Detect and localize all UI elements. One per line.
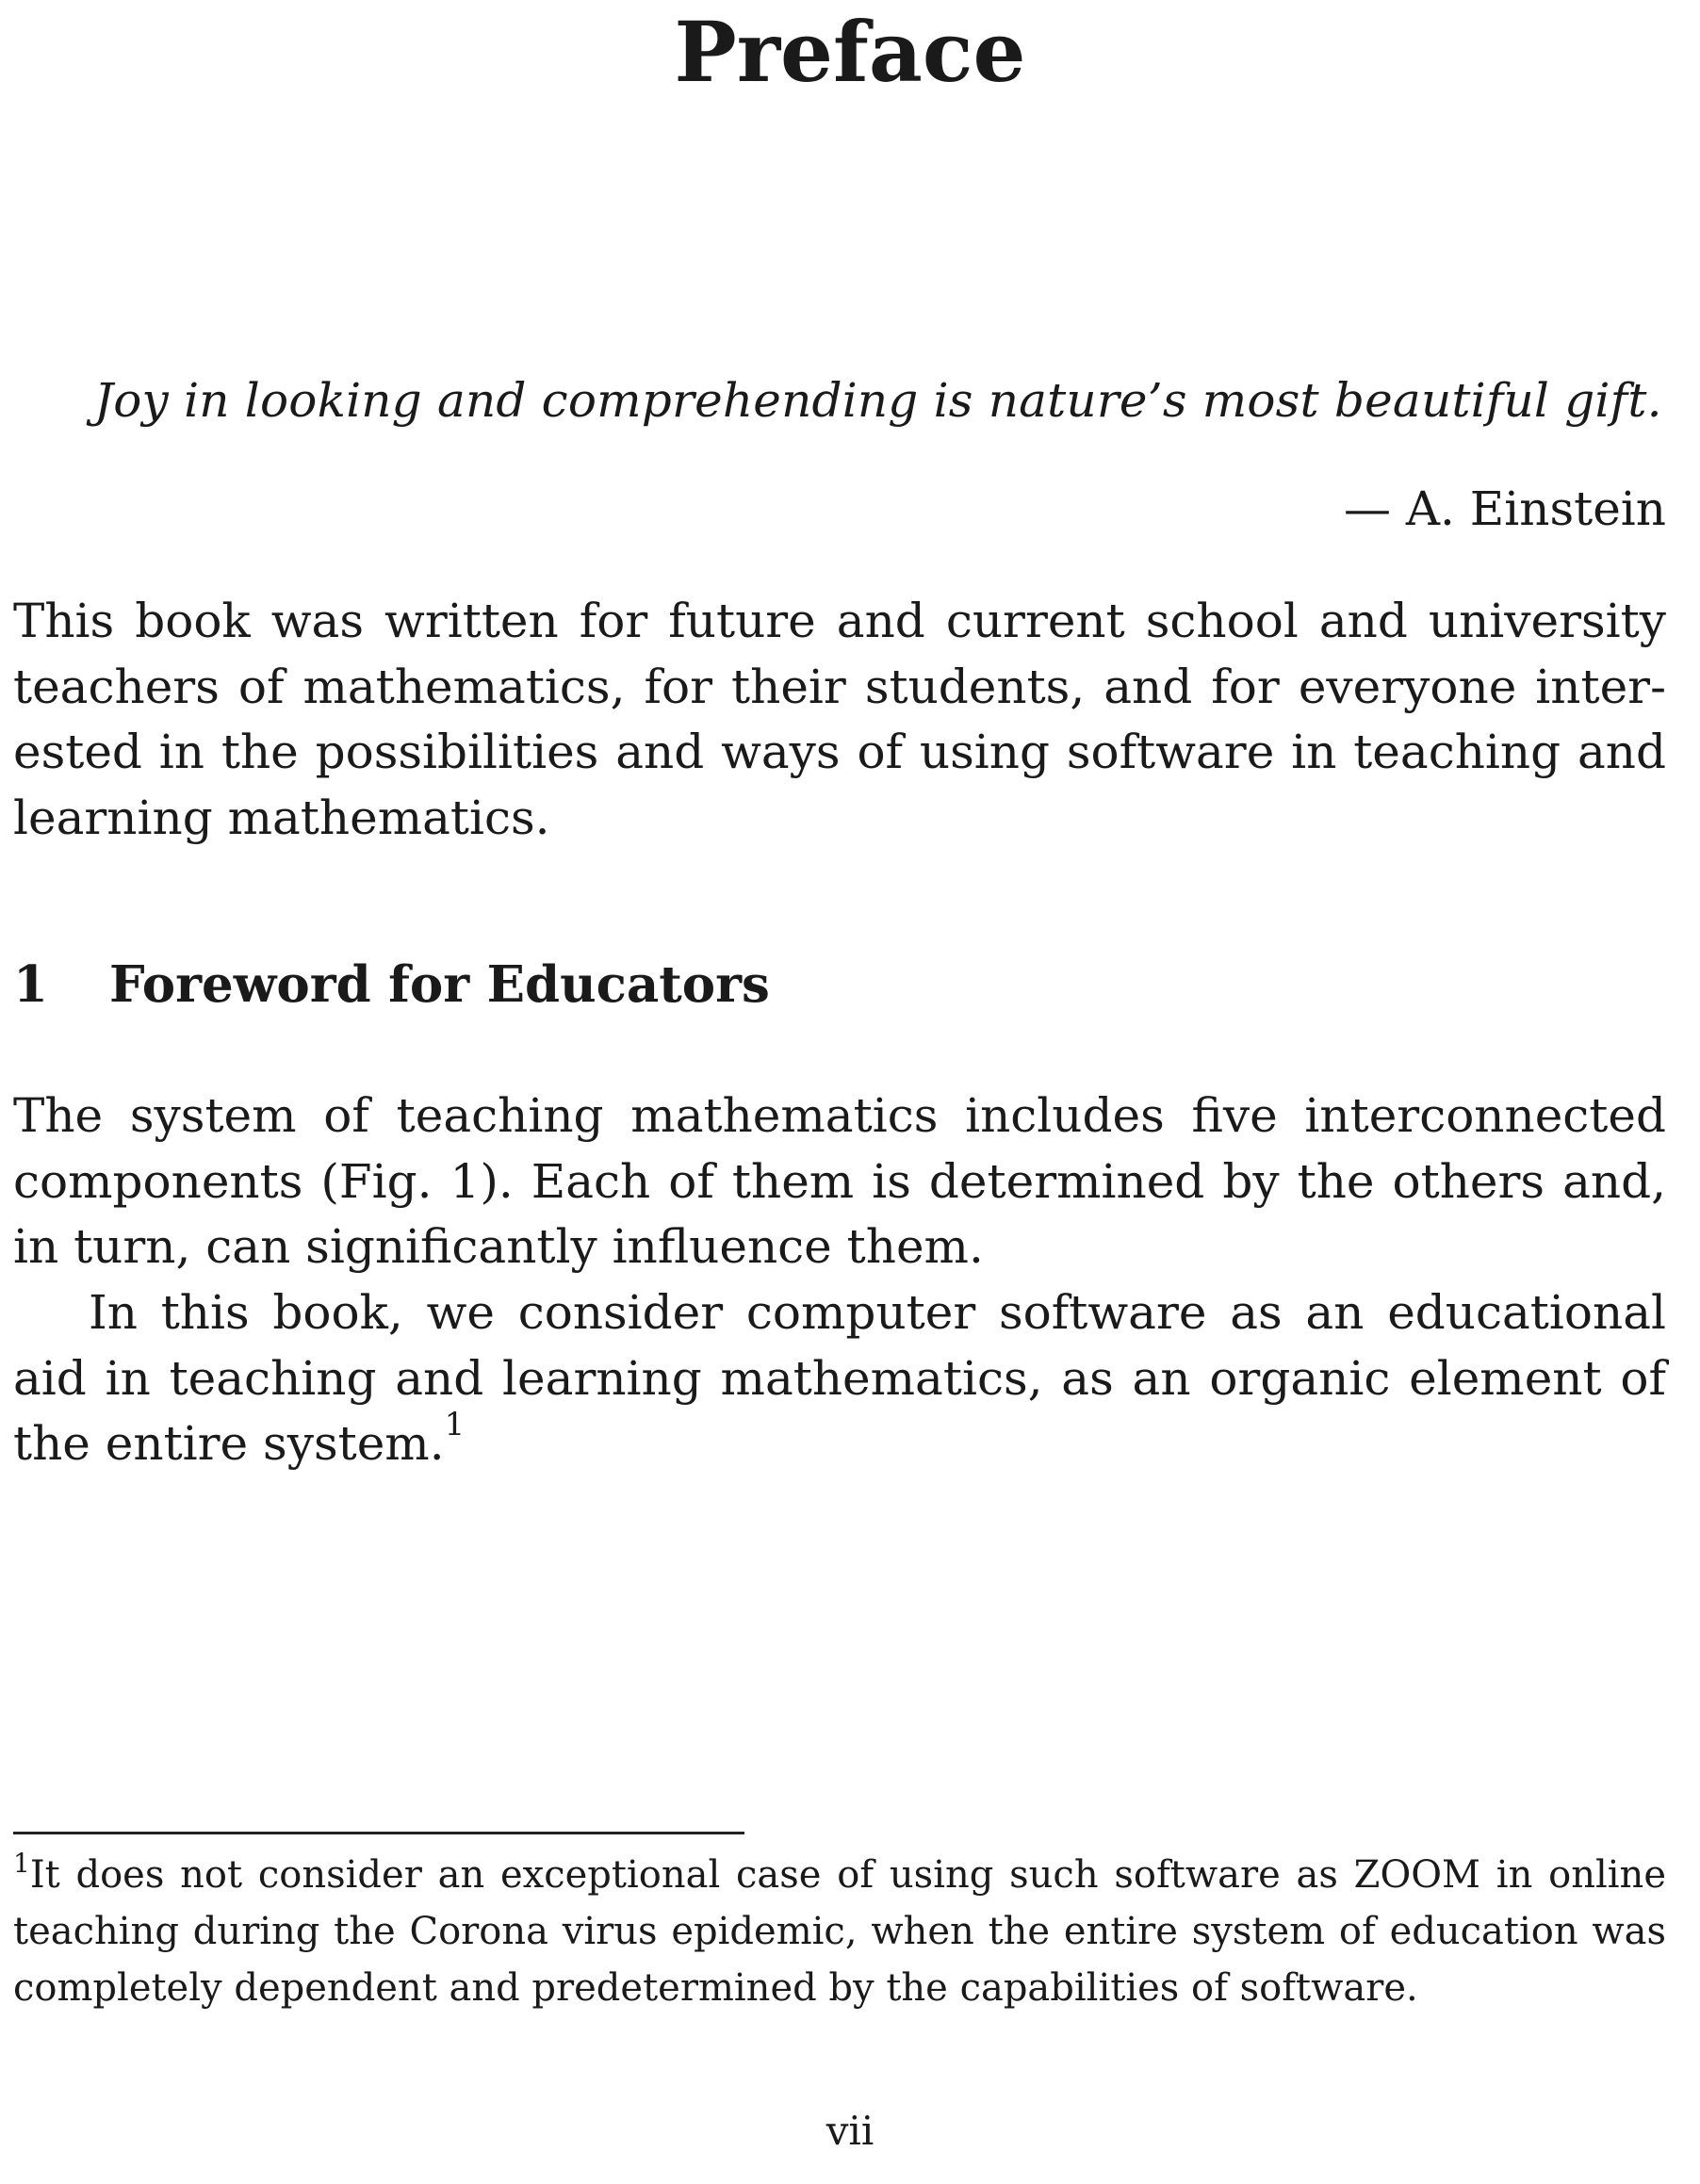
section-heading bbox=[13, 952, 770, 1018]
footnote-marker: 1 bbox=[13, 1848, 30, 1879]
section-title: Foreword for Educators bbox=[109, 955, 770, 1014]
page-number: vii bbox=[825, 2108, 875, 2154]
epigraph-quote: Joy in looking and comprehending is nature’s most beautiful gift. bbox=[94, 373, 1662, 428]
body-paragraph-text: In this book, we consider computer software as an educational aid in teaching and learning mathematics, as an organic element of the entire system. bbox=[13, 1285, 1666, 1471]
body-paragraph-with-footnote bbox=[13, 1280, 1666, 1477]
body-paragraph: The system of teaching mathematics includes five interconnected components (Fig. 1). Each of them is determined by the others and, in turn, can significantly influence them. bbox=[13, 1088, 1666, 1274]
section-number: 1 bbox=[13, 955, 48, 1014]
intro-paragraph: This book was written for future and current school and university teachers of mathematics, for their students, and for everyone interested in the possibilities and ways of using software in teaching and learning mathematics. bbox=[13, 594, 1666, 845]
page-title: Preface bbox=[674, 3, 1026, 101]
epigraph-attribution: — A. Einstein bbox=[1343, 481, 1666, 536]
footnote bbox=[13, 1847, 1666, 2016]
footnote-text: It does not consider an exceptional case of using such software as ZOOM in online teaching during the Corona virus epidemic, when the entire system of education was completely dependent and predetermined by the capabilities of software. bbox=[13, 1853, 1666, 2010]
footnote-reference[interactable]: 1 bbox=[444, 1406, 466, 1443]
footnote-divider bbox=[13, 1832, 744, 1834]
